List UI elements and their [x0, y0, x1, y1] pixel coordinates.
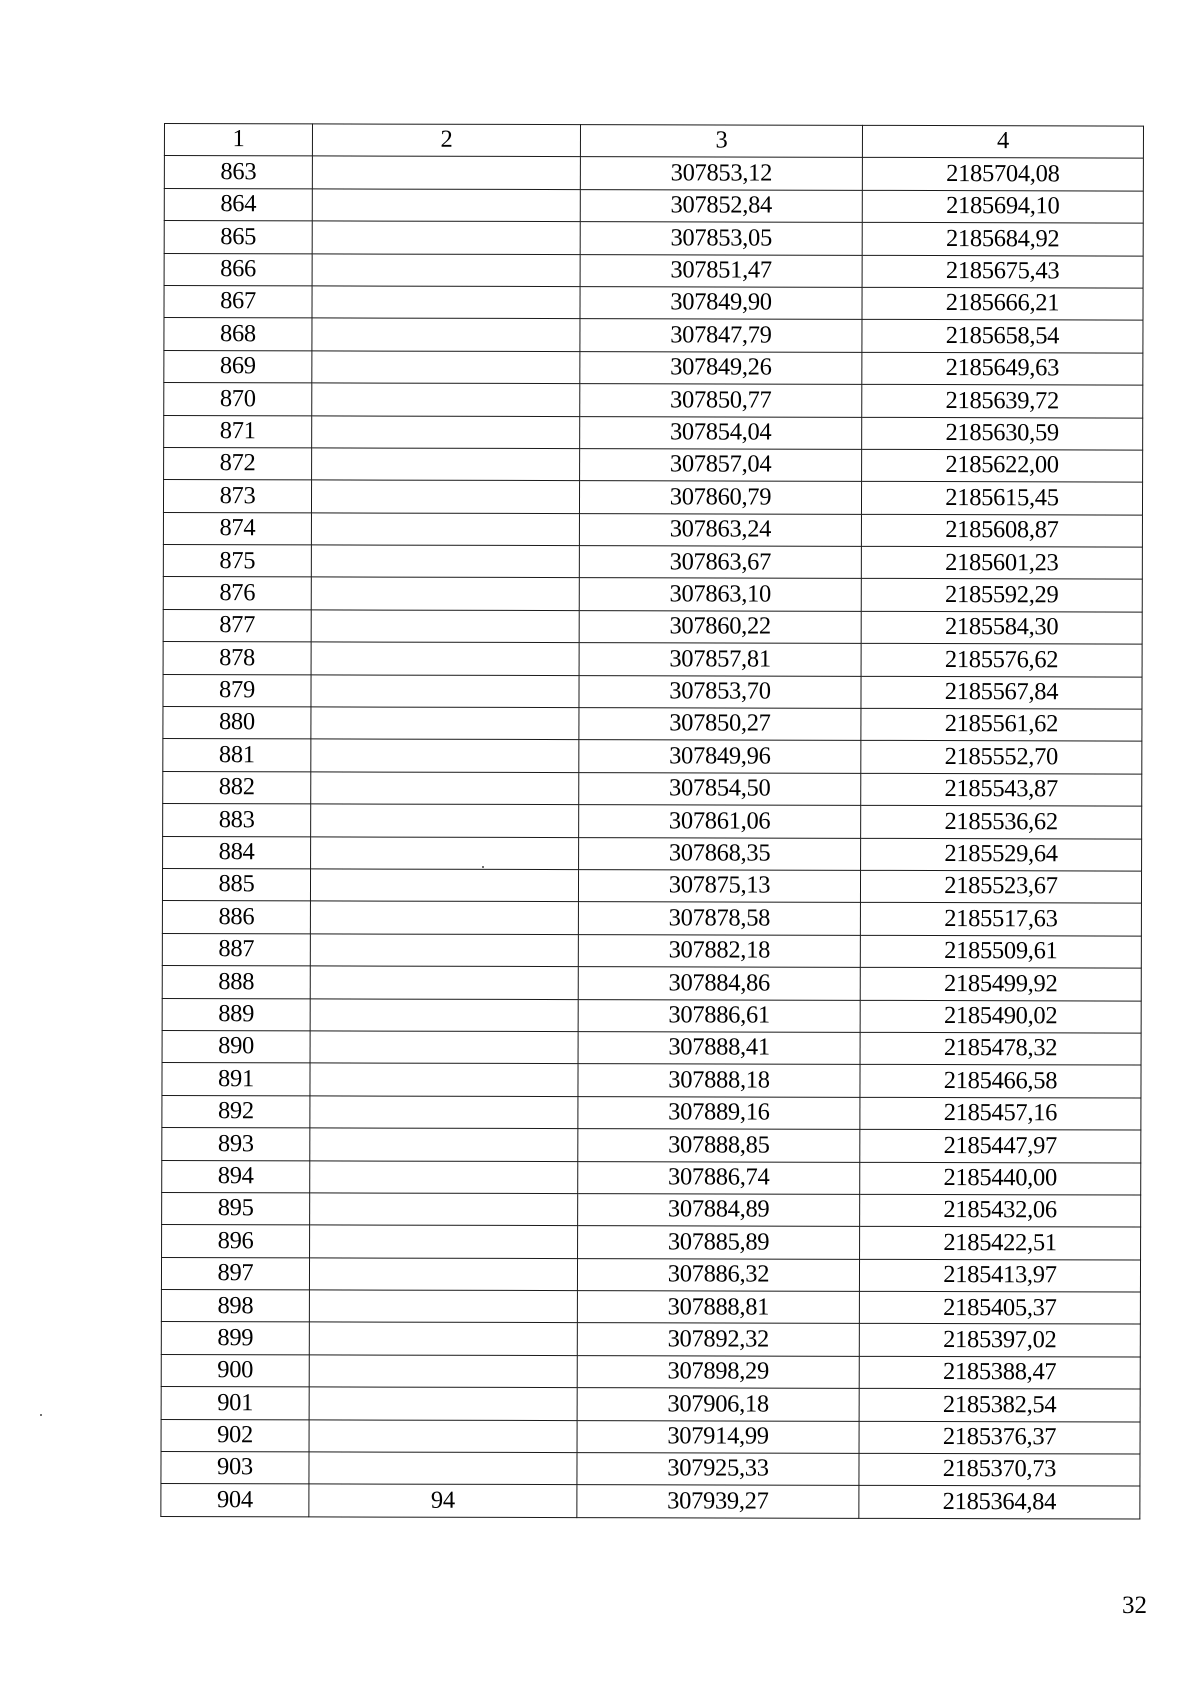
- col-2-cell: [310, 869, 578, 902]
- col-2-cell: [311, 610, 579, 643]
- point-number-cell: 888: [162, 966, 310, 999]
- table-row: [163, 771, 1142, 806]
- col-2-cell: [310, 1193, 578, 1226]
- col-2-cell: [311, 804, 579, 837]
- point-number-cell: 869: [164, 350, 312, 383]
- header-row: [164, 124, 1143, 159]
- table-row: [164, 318, 1143, 353]
- table-row: [163, 739, 1142, 774]
- x-coordinate-cell: 307889,16: [578, 1096, 860, 1129]
- col-2-cell: [309, 1290, 577, 1323]
- y-coordinate-cell: 2185447,97: [860, 1129, 1141, 1162]
- col-2-cell: [310, 1225, 578, 1258]
- point-number-cell: 863: [164, 156, 312, 189]
- x-coordinate-cell: 307882,18: [578, 934, 860, 967]
- table-row: [164, 188, 1143, 223]
- col-2-cell: [311, 577, 579, 610]
- col-2-cell: [311, 675, 579, 708]
- x-coordinate-cell: 307888,18: [578, 1064, 860, 1097]
- y-coordinate-cell: 2185622,00: [862, 449, 1143, 482]
- point-number-cell: 864: [164, 188, 312, 221]
- x-coordinate-cell: 307853,12: [580, 157, 862, 190]
- col-2-cell: [309, 1258, 577, 1291]
- table-row: [161, 1290, 1140, 1325]
- x-coordinate-cell: 307878,58: [578, 902, 860, 935]
- x-coordinate-cell: 307906,18: [577, 1388, 859, 1421]
- col-2-cell: [310, 1096, 578, 1129]
- col-2-cell: [312, 189, 580, 222]
- y-coordinate-cell: 2185466,58: [860, 1065, 1141, 1098]
- x-coordinate-cell: 307850,27: [579, 708, 861, 741]
- point-number-cell: 867: [164, 285, 312, 318]
- col-2-cell: [311, 707, 579, 740]
- x-coordinate-cell: 307863,10: [579, 578, 861, 611]
- table-row: [161, 1322, 1140, 1357]
- table-row: [164, 447, 1143, 482]
- table-row: [163, 804, 1142, 839]
- table-row: [164, 383, 1143, 418]
- y-coordinate-cell: 2185397,02: [859, 1324, 1140, 1357]
- y-coordinate-cell: 2185490,02: [860, 1000, 1141, 1033]
- x-coordinate-cell: 307849,26: [580, 351, 862, 384]
- x-coordinate-cell: 307860,79: [579, 481, 861, 514]
- table-row: [162, 868, 1141, 903]
- point-number-cell: 900: [161, 1354, 309, 1387]
- table-row: [163, 480, 1142, 515]
- point-number-cell: 870: [164, 383, 312, 416]
- y-coordinate-cell: 2185388,47: [859, 1356, 1140, 1389]
- y-coordinate-cell: 2185552,70: [861, 741, 1142, 774]
- point-number-cell: 879: [163, 674, 311, 707]
- point-number-cell: 883: [163, 804, 311, 837]
- point-number-cell: 903: [161, 1452, 309, 1485]
- table-body: [161, 156, 1144, 1519]
- y-coordinate-cell: 2185509,61: [860, 935, 1141, 968]
- col-2-cell: [309, 1452, 577, 1485]
- x-coordinate-cell: 307860,22: [579, 610, 861, 643]
- table-row: [162, 1192, 1141, 1227]
- x-coordinate-cell: 307868,35: [579, 837, 861, 870]
- table-row: [164, 415, 1143, 450]
- table-row: [161, 1484, 1140, 1519]
- y-coordinate-cell: 2185440,00: [860, 1162, 1141, 1195]
- point-number-cell: 895: [162, 1192, 310, 1225]
- table-row: [163, 609, 1142, 644]
- y-coordinate-cell: 2185413,97: [859, 1259, 1140, 1292]
- header-cell-col-3: 3: [580, 125, 862, 158]
- x-coordinate-cell: 307847,79: [580, 319, 862, 352]
- point-number-cell: 898: [161, 1290, 309, 1323]
- point-number-cell: 866: [164, 253, 312, 286]
- col-2-cell: [311, 642, 579, 675]
- table-row: [162, 1225, 1141, 1260]
- header-cell-col-1: 1: [164, 124, 312, 157]
- x-coordinate-cell: 307886,32: [577, 1258, 859, 1291]
- point-number-cell: 891: [162, 1063, 310, 1096]
- x-coordinate-cell: 307863,24: [579, 513, 861, 546]
- point-number-cell: 882: [163, 771, 311, 804]
- point-number-cell: 875: [163, 545, 311, 578]
- x-coordinate-cell: 307857,04: [580, 448, 862, 481]
- y-coordinate-cell: 2185630,59: [862, 417, 1143, 450]
- y-coordinate-cell: 2185584,30: [861, 611, 1142, 644]
- x-coordinate-cell: 307861,06: [579, 805, 861, 838]
- y-coordinate-cell: 2185704,08: [862, 158, 1143, 191]
- y-coordinate-cell: 2185592,29: [861, 579, 1142, 612]
- point-number-cell: 877: [163, 609, 311, 642]
- point-number-cell: 885: [162, 868, 310, 901]
- x-coordinate-cell: 307863,67: [579, 546, 861, 579]
- x-coordinate-cell: 307939,27: [577, 1485, 859, 1518]
- y-coordinate-cell: 2185561,62: [861, 708, 1142, 741]
- scan-speck: [40, 1414, 42, 1416]
- x-coordinate-cell: 307885,89: [578, 1226, 860, 1259]
- table-row: [161, 1452, 1140, 1487]
- col-2-cell: [312, 156, 580, 189]
- point-number-cell: 874: [163, 512, 311, 545]
- y-coordinate-cell: 2185478,32: [860, 1032, 1141, 1065]
- col-2-cell: [312, 351, 580, 384]
- y-coordinate-cell: 2185601,23: [861, 546, 1142, 579]
- y-coordinate-cell: 2185639,72: [862, 384, 1143, 417]
- y-coordinate-cell: 2185543,87: [861, 773, 1142, 806]
- x-coordinate-cell: 307898,29: [577, 1355, 859, 1388]
- x-coordinate-cell: 307925,33: [577, 1453, 859, 1486]
- point-number-cell: 892: [162, 1095, 310, 1128]
- table-row: [164, 253, 1143, 288]
- table-row: [161, 1257, 1140, 1292]
- y-coordinate-cell: 2185684,92: [862, 223, 1143, 256]
- y-coordinate-cell: 2185675,43: [862, 255, 1143, 288]
- point-number-cell: 887: [162, 933, 310, 966]
- point-number-cell: 876: [163, 577, 311, 610]
- table-row: [164, 285, 1143, 320]
- point-number-cell: 871: [164, 415, 312, 448]
- col-2-cell: 94: [309, 1484, 577, 1517]
- col-2-cell: [312, 253, 580, 286]
- y-coordinate-cell: 2185517,63: [860, 903, 1141, 936]
- x-coordinate-cell: 307849,90: [580, 287, 862, 320]
- col-2-cell: [311, 739, 579, 772]
- table-row: [162, 1095, 1141, 1130]
- point-number-cell: 881: [163, 739, 311, 772]
- y-coordinate-cell: 2185658,54: [862, 320, 1143, 353]
- y-coordinate-cell: 2185523,67: [860, 870, 1141, 903]
- col-2-cell: [310, 966, 578, 999]
- y-coordinate-cell: 2185457,16: [860, 1097, 1141, 1130]
- x-coordinate-cell: 307886,74: [578, 1161, 860, 1194]
- y-coordinate-cell: 2185567,84: [861, 676, 1142, 709]
- point-number-cell: 889: [162, 998, 310, 1031]
- table-row: [163, 577, 1142, 612]
- col-2-cell: [310, 901, 578, 934]
- table-header: [164, 124, 1143, 159]
- table-row: [164, 156, 1143, 191]
- col-2-cell: [310, 1031, 578, 1064]
- x-coordinate-cell: 307852,84: [580, 189, 862, 222]
- table-row: [164, 221, 1143, 256]
- point-number-cell: 872: [164, 447, 312, 480]
- x-coordinate-cell: 307884,89: [578, 1193, 860, 1226]
- table-row: [162, 1128, 1141, 1163]
- table-row: [161, 1419, 1140, 1454]
- header-cell-col-2: 2: [312, 124, 580, 157]
- y-coordinate-cell: 2185376,37: [859, 1421, 1140, 1454]
- x-coordinate-cell: 307892,32: [577, 1323, 859, 1356]
- x-coordinate-cell: 307853,70: [579, 675, 861, 708]
- col-2-cell: [311, 513, 579, 546]
- x-coordinate-cell: 307888,41: [578, 1032, 860, 1065]
- table-row: [162, 1160, 1141, 1195]
- col-2-cell: [312, 318, 580, 351]
- table-row: [163, 674, 1142, 709]
- x-coordinate-cell: 307854,50: [579, 772, 861, 805]
- col-2-cell: [309, 1322, 577, 1355]
- coordinates-table: [160, 123, 1144, 1519]
- y-coordinate-cell: 2185370,73: [859, 1453, 1140, 1486]
- y-coordinate-cell: 2185364,84: [859, 1486, 1140, 1519]
- table-row: [162, 1030, 1141, 1065]
- col-2-cell: [311, 772, 579, 805]
- col-2-cell: [309, 1355, 577, 1388]
- y-coordinate-cell: 2185666,21: [862, 287, 1143, 320]
- table-row: [161, 1387, 1140, 1422]
- scan-speck: [482, 866, 484, 868]
- y-coordinate-cell: 2185694,10: [862, 190, 1143, 223]
- col-2-cell: [311, 545, 579, 578]
- point-number-cell: 896: [162, 1225, 310, 1258]
- x-coordinate-cell: 307888,81: [577, 1291, 859, 1324]
- table-row: [162, 1063, 1141, 1098]
- point-number-cell: 865: [164, 221, 312, 254]
- x-coordinate-cell: 307850,77: [580, 384, 862, 417]
- col-2-cell: [310, 1063, 578, 1096]
- x-coordinate-cell: 307884,86: [578, 967, 860, 1000]
- table-row: [164, 350, 1143, 385]
- point-number-cell: 897: [161, 1257, 309, 1290]
- col-2-cell: [312, 286, 580, 319]
- col-2-cell: [312, 448, 580, 481]
- point-number-cell: 878: [163, 642, 311, 675]
- point-number-cell: 901: [161, 1387, 309, 1420]
- y-coordinate-cell: 2185536,62: [861, 806, 1142, 839]
- y-coordinate-cell: 2185382,54: [859, 1389, 1140, 1422]
- x-coordinate-cell: 307854,04: [580, 416, 862, 449]
- point-number-cell: 899: [161, 1322, 309, 1355]
- table-row: [163, 642, 1142, 677]
- col-2-cell: [310, 1160, 578, 1193]
- point-number-cell: 894: [162, 1160, 310, 1193]
- x-coordinate-cell: 307849,96: [579, 740, 861, 773]
- col-2-cell: [312, 383, 580, 416]
- x-coordinate-cell: 307888,85: [578, 1129, 860, 1162]
- col-2-cell: [309, 1387, 577, 1420]
- y-coordinate-cell: 2185576,62: [861, 644, 1142, 677]
- col-2-cell: [311, 480, 579, 513]
- point-number-cell: 884: [163, 836, 311, 869]
- col-2-cell: [311, 836, 579, 869]
- col-2-cell: [312, 221, 580, 254]
- table-row: [163, 707, 1142, 742]
- header-cell-col-4: 4: [862, 125, 1143, 158]
- col-2-cell: [309, 1420, 577, 1453]
- table-row: [163, 836, 1142, 871]
- point-number-cell: 904: [161, 1484, 309, 1517]
- table-row: [162, 901, 1141, 936]
- col-2-cell: [310, 1128, 578, 1161]
- col-2-cell: [312, 415, 580, 448]
- table-row: [162, 933, 1141, 968]
- col-2-cell: [310, 998, 578, 1031]
- x-coordinate-cell: 307875,13: [578, 870, 860, 903]
- y-coordinate-cell: 2185499,92: [860, 967, 1141, 1000]
- y-coordinate-cell: 2185432,06: [860, 1194, 1141, 1227]
- point-number-cell: 880: [163, 707, 311, 740]
- y-coordinate-cell: 2185608,87: [861, 514, 1142, 547]
- x-coordinate-cell: 307853,05: [580, 222, 862, 255]
- x-coordinate-cell: 307886,61: [578, 999, 860, 1032]
- y-coordinate-cell: 2185422,51: [860, 1227, 1141, 1260]
- point-number-cell: 893: [162, 1128, 310, 1161]
- point-number-cell: 873: [163, 480, 311, 513]
- point-number-cell: 886: [162, 901, 310, 934]
- table-row: [161, 1354, 1140, 1389]
- table-row: [162, 998, 1141, 1033]
- point-number-cell: 890: [162, 1030, 310, 1063]
- table-row: [163, 545, 1142, 580]
- table-row: [163, 512, 1142, 547]
- y-coordinate-cell: 2185649,63: [862, 352, 1143, 385]
- x-coordinate-cell: 307914,99: [577, 1420, 859, 1453]
- y-coordinate-cell: 2185405,37: [859, 1291, 1140, 1324]
- x-coordinate-cell: 307857,81: [579, 643, 861, 676]
- x-coordinate-cell: 307851,47: [580, 254, 862, 287]
- y-coordinate-cell: 2185615,45: [861, 482, 1142, 515]
- point-number-cell: 902: [161, 1419, 309, 1452]
- y-coordinate-cell: 2185529,64: [861, 838, 1142, 871]
- point-number-cell: 868: [164, 318, 312, 351]
- page-number: 32: [1122, 1592, 1147, 1619]
- col-2-cell: [310, 934, 578, 967]
- table-row: [162, 966, 1141, 1001]
